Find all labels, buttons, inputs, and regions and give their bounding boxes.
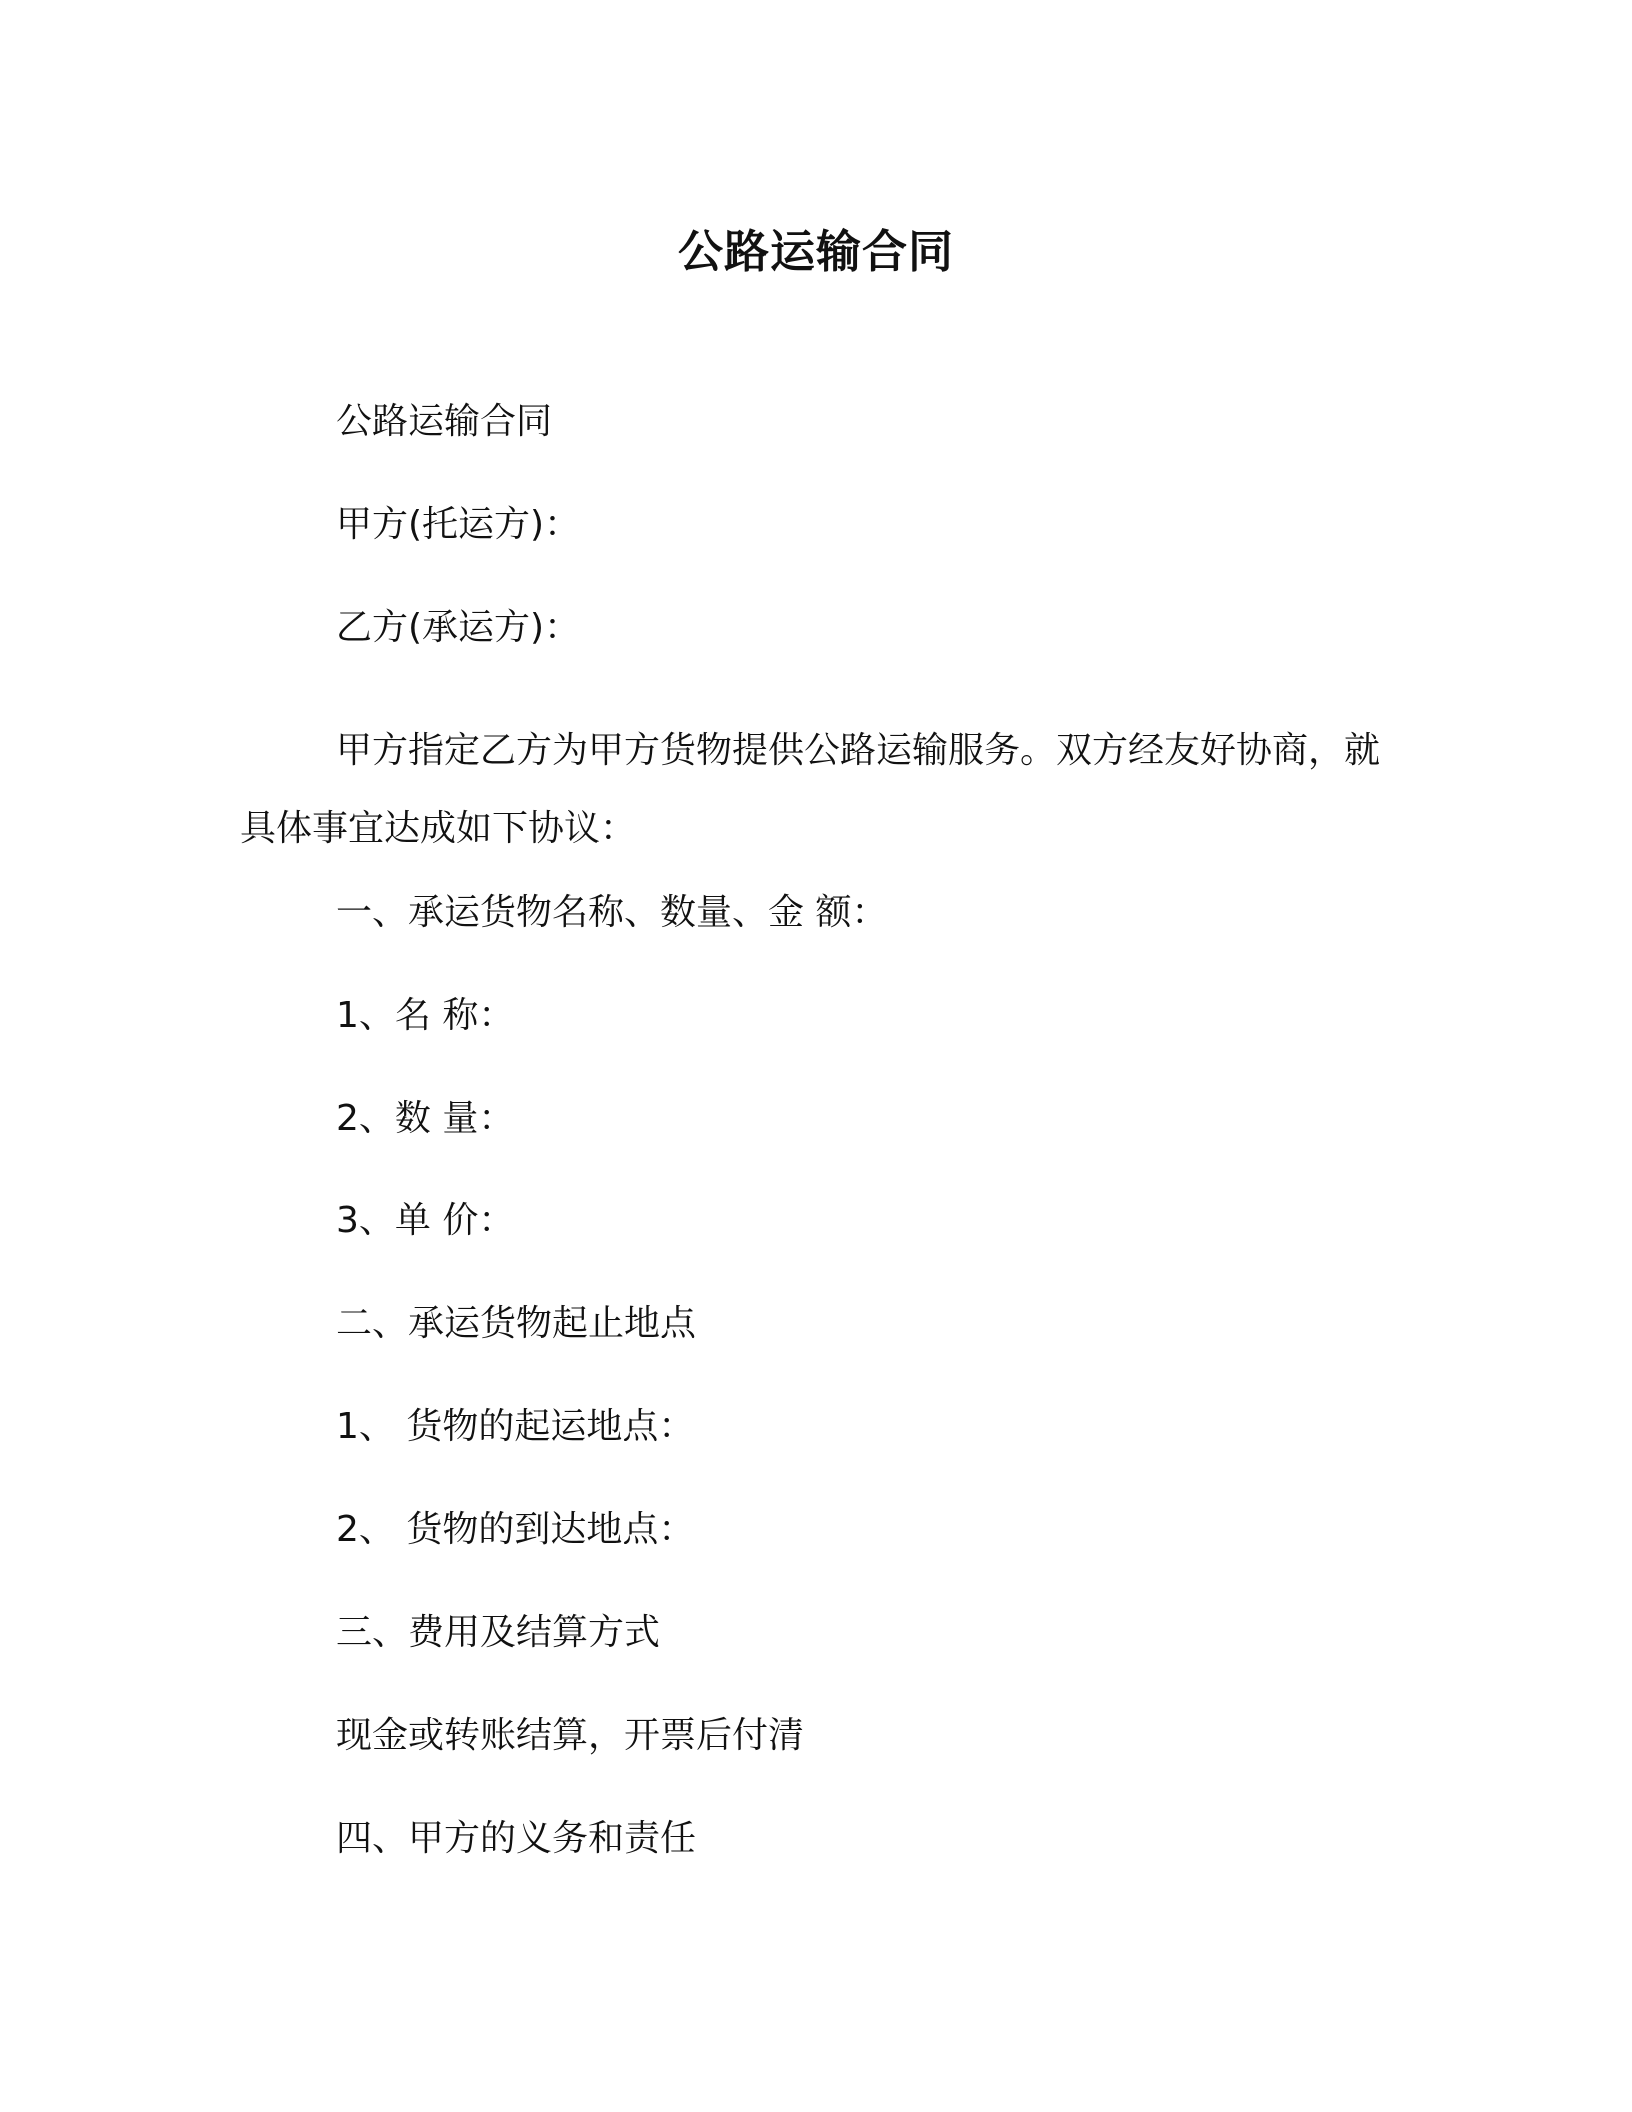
origin-line: 1、 货物的起运地点： — [336, 1406, 695, 1447]
section-heading-3: 三、费用及结算方式 — [336, 1612, 661, 1653]
destination-line: 2、 货物的到达地点： — [336, 1509, 695, 1550]
item-quantity-line: 2、数 量： — [336, 1098, 515, 1139]
document-title: 公路运输合同 — [677, 225, 954, 278]
section-heading-1: 一、承运货物名称、数量、金 额： — [336, 892, 888, 933]
subtitle-line: 公路运输合同 — [336, 401, 553, 442]
party-b-line: 乙方(承运方)： — [336, 607, 581, 648]
intro-paragraph: 甲方指定乙方为甲方货物提供公路运输服务。双方经友好协商，就具体事宜达成如下协议： — [240, 730, 1381, 849]
item-price-line: 3、单 价： — [336, 1200, 515, 1241]
section-heading-2: 二、承运货物起止地点 — [336, 1303, 697, 1344]
section-heading-4: 四、甲方的义务和责任 — [336, 1818, 697, 1859]
item-name-line: 1、名 称： — [336, 995, 515, 1036]
party-a-line: 甲方(托运方)： — [336, 504, 581, 545]
settlement-line: 现金或转账结算，开票后付清 — [336, 1715, 805, 1756]
